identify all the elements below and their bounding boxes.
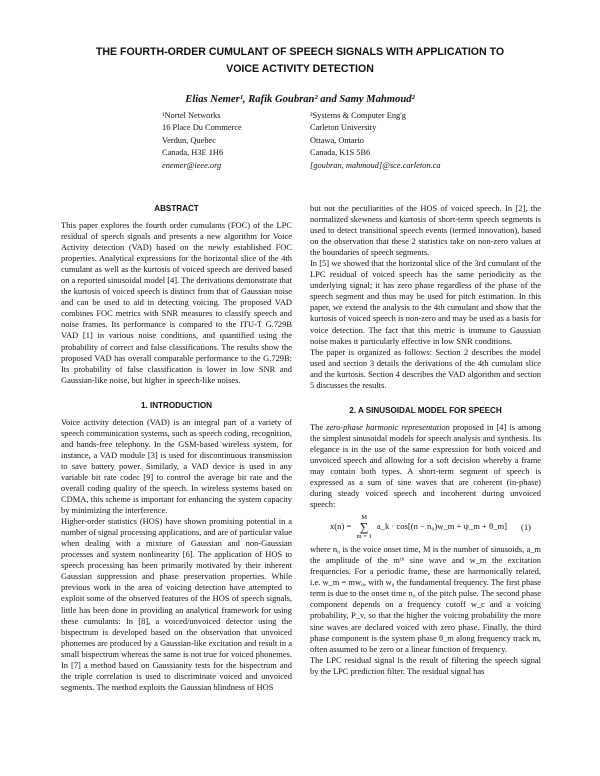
paragraph: where n₀ is the voice onset time, M is the number of sinusoids, a_m the amplitude of the mᵗʰ sine wave and w_m the excitation frequencies. For a periodic frame, these are harmonically related, i.e. w_m = mw₀, with w₀ the fundamental frequency. The first phase term is due to the onset time n₀ of the pitch pulse. The second phase component depends on a frequency cutoff w_c and a voicing probability, P_v, so that the higher the voicing probability the more sine waves are declared voiced with zero phase. Finally, the third phase component is the system phase θ_m along frequency track m, often assumed to be zero or a linear function of frequency.: [310, 544, 541, 654]
affiliation-line: ²Systems & Computer Eng'g: [310, 111, 406, 120]
paper-title: [60, 44, 540, 78]
author-email: [goubran, mahmoud]@sce.carleton.ca: [310, 160, 441, 170]
paragraph: but not the peculiarities of the HOS of voiced speech. In [2], the normalized skewness and kurtosis of short-term speech segments is used to detect transitional speech events (termed innovation), based on the observation that these 2 statistics take on non-zero values at the boundaries of speech segments.: [310, 203, 541, 258]
equation-body: [330, 514, 507, 540]
paragraph: In [5] we showed that the horizontal slice of the 3rd cumulant of the LPC residual of voiced speech has the same periodicity as the underlying signal; it has zero phase regardless of the phase of the speech segment and thus may be used for pitch estimation. In this paper, we extend the analysis to the 4th cumulant and show that the kurtosis of voiced speech is non-zero and may be used as a basis for voice detection. The fact that this metric is immune to Gaussian noise makes it particularly effective in low SNR conditions.: [310, 258, 541, 346]
paragraph: The paper is organized as follows: Section 2 describes the model used and section 3 details the derivations of the 4th cumulant slice and the kurtosis. Section 4 describes the VAD algorithm and section 5 discusses the results.: [310, 346, 541, 390]
equation-1: [310, 510, 541, 544]
paragraph: [310, 422, 541, 510]
section2-heading: 2. A SINUSOIDAL MODEL FOR SPEECH: [349, 405, 502, 415]
sum-upper-limit: M: [361, 514, 367, 522]
equation-rhs: a_k · cos[(n − n₀)w_m + ψ_m + θ_m]: [376, 521, 507, 532]
affiliation-line: 16 Place Du Commerce: [162, 123, 242, 133]
paragraph: The LPC residual signal is the result of filtering the speech signal by the LPC prediction filter. The residual signal has: [310, 654, 541, 676]
affiliation-line: Carleton University: [310, 123, 377, 133]
text-run: proposed in [4] is among the simplest sinusoidal models for speech analysis and synthesis. Its elegance is in the use of the same expression for both voiced and unvoiced speech and allowing for a soft decision whereby a frame may contain both types. A short-term segment of speech is expressed as a sum of sine waves that are coherent (in-phase) during steady voiced speech and incoherent during unvoiced speech:: [310, 421, 541, 510]
affiliation-line: Verdun, Quebec: [162, 135, 216, 145]
sigma-icon: ∑: [359, 520, 369, 535]
text-run: The: [310, 421, 327, 432]
introduction-heading: 1. INTRODUCTION: [140, 400, 213, 410]
affiliation-line: Ottawa, Ontario: [310, 135, 364, 145]
affiliation-nortel: [162, 110, 242, 172]
equation-lhs: x(n) =: [330, 521, 352, 532]
affiliation-line: Canada, K1S 5B6: [310, 148, 371, 158]
affiliation-carleton: [310, 110, 441, 172]
title-line-1: THE FOURTH-ORDER CUMULANT OF SPEECH SIGNALS WITH APPLICATION TO: [95, 46, 505, 58]
paragraph: Voice activity detection (VAD) is an integral part of a variety of speech communication systems, such as speech coding, recognition, and hands-free telephony. In the GSM-based wireless system, for instance, a VAD module [3] is used for discontinuous transmission to save battery power. Similarly, a VAD device is used in any variable bit rate codec [9] to control the average bit rate and the overall coding quality of the speech. In wireless systems based on CDMA, this scheme is important for enhancing the system capacity by minimizing the interference.: [61, 416, 292, 516]
abstract-text: This paper explores the fourth order cumulants (FOC) of the LPC residual of speech signals and presents a new algorithm for Voice Activity detection (VAD) based on the newly established FOC properties. Analytical expressions for the horizontal slice of the 4th cumulant as well as the kurtosis of voiced speech are derived based on a reported sinusoidal model [4]. The derivations demonstrate that the kurtosis of voiced speech is distinct from that of Gaussian noise and can be used to aid in detecting voicing. The proposed VAD combines FOC metrics with SNR measures to classify speech and noise frames. Its performance is compared to the ITU-T G.729B VAD [1] in various noise conditions, and quantified using the probability of correct and false classifications. The results show the proposed VAD has overall comparable performance to the G.729B: Its probability of false classification is lower in low SNR and Gaussian-like noise, but higher in speech-like noises.: [61, 220, 292, 385]
affiliation-line: ¹Nortel Networks: [162, 111, 221, 120]
right-column: [310, 203, 541, 677]
author-email: enemer@ieee.org: [162, 160, 222, 170]
left-column: [61, 203, 292, 693]
equation-number: (1): [520, 522, 531, 533]
paragraph: Higher-order statistics (HOS) have shown promising potential in a number of signal processing applications, and are of particular value when dealing with a mixture of Gaussian and non-Gaussian processes and system nonlinearity [6]. The application of HOS to speech processing has been primarily motivated by their inherent Gaussian suppression and phase preservation properties. While previous work in the area of voicing detection have attempted to exploit some of the observed features of the HOS of speech signals, little has been done in providing an analytical framework for using these cumulants: In [8], a voiced/unvoiced detector using the bispectrum is developed based on the observation that unvoiced phonemes are produced by a Gaussian-like excitation and result in a small bispectrum whereas the same is not true for voiced phonemes. In [7] a method based on Gaussianity tests for the bispectrum and the triple correlation is used to discriminate voiced and unvoiced segments. The method exploits the Gaussian blindness of HOS: [61, 516, 293, 692]
sum-lower-limit: m = 1: [356, 533, 372, 541]
summation-sign: [356, 514, 371, 540]
emphasis: zero-phase harmonic representation: [326, 421, 450, 432]
title-line-2: VOICE ACTIVITY DETECTION: [226, 63, 374, 75]
abstract-heading: ABSTRACT: [154, 204, 199, 213]
affiliation-line: Canada, H3E 1H6: [162, 148, 224, 158]
author-list: Elias Nemer¹, Rafik Goubran² and Samy Mahmoud²: [185, 94, 415, 105]
